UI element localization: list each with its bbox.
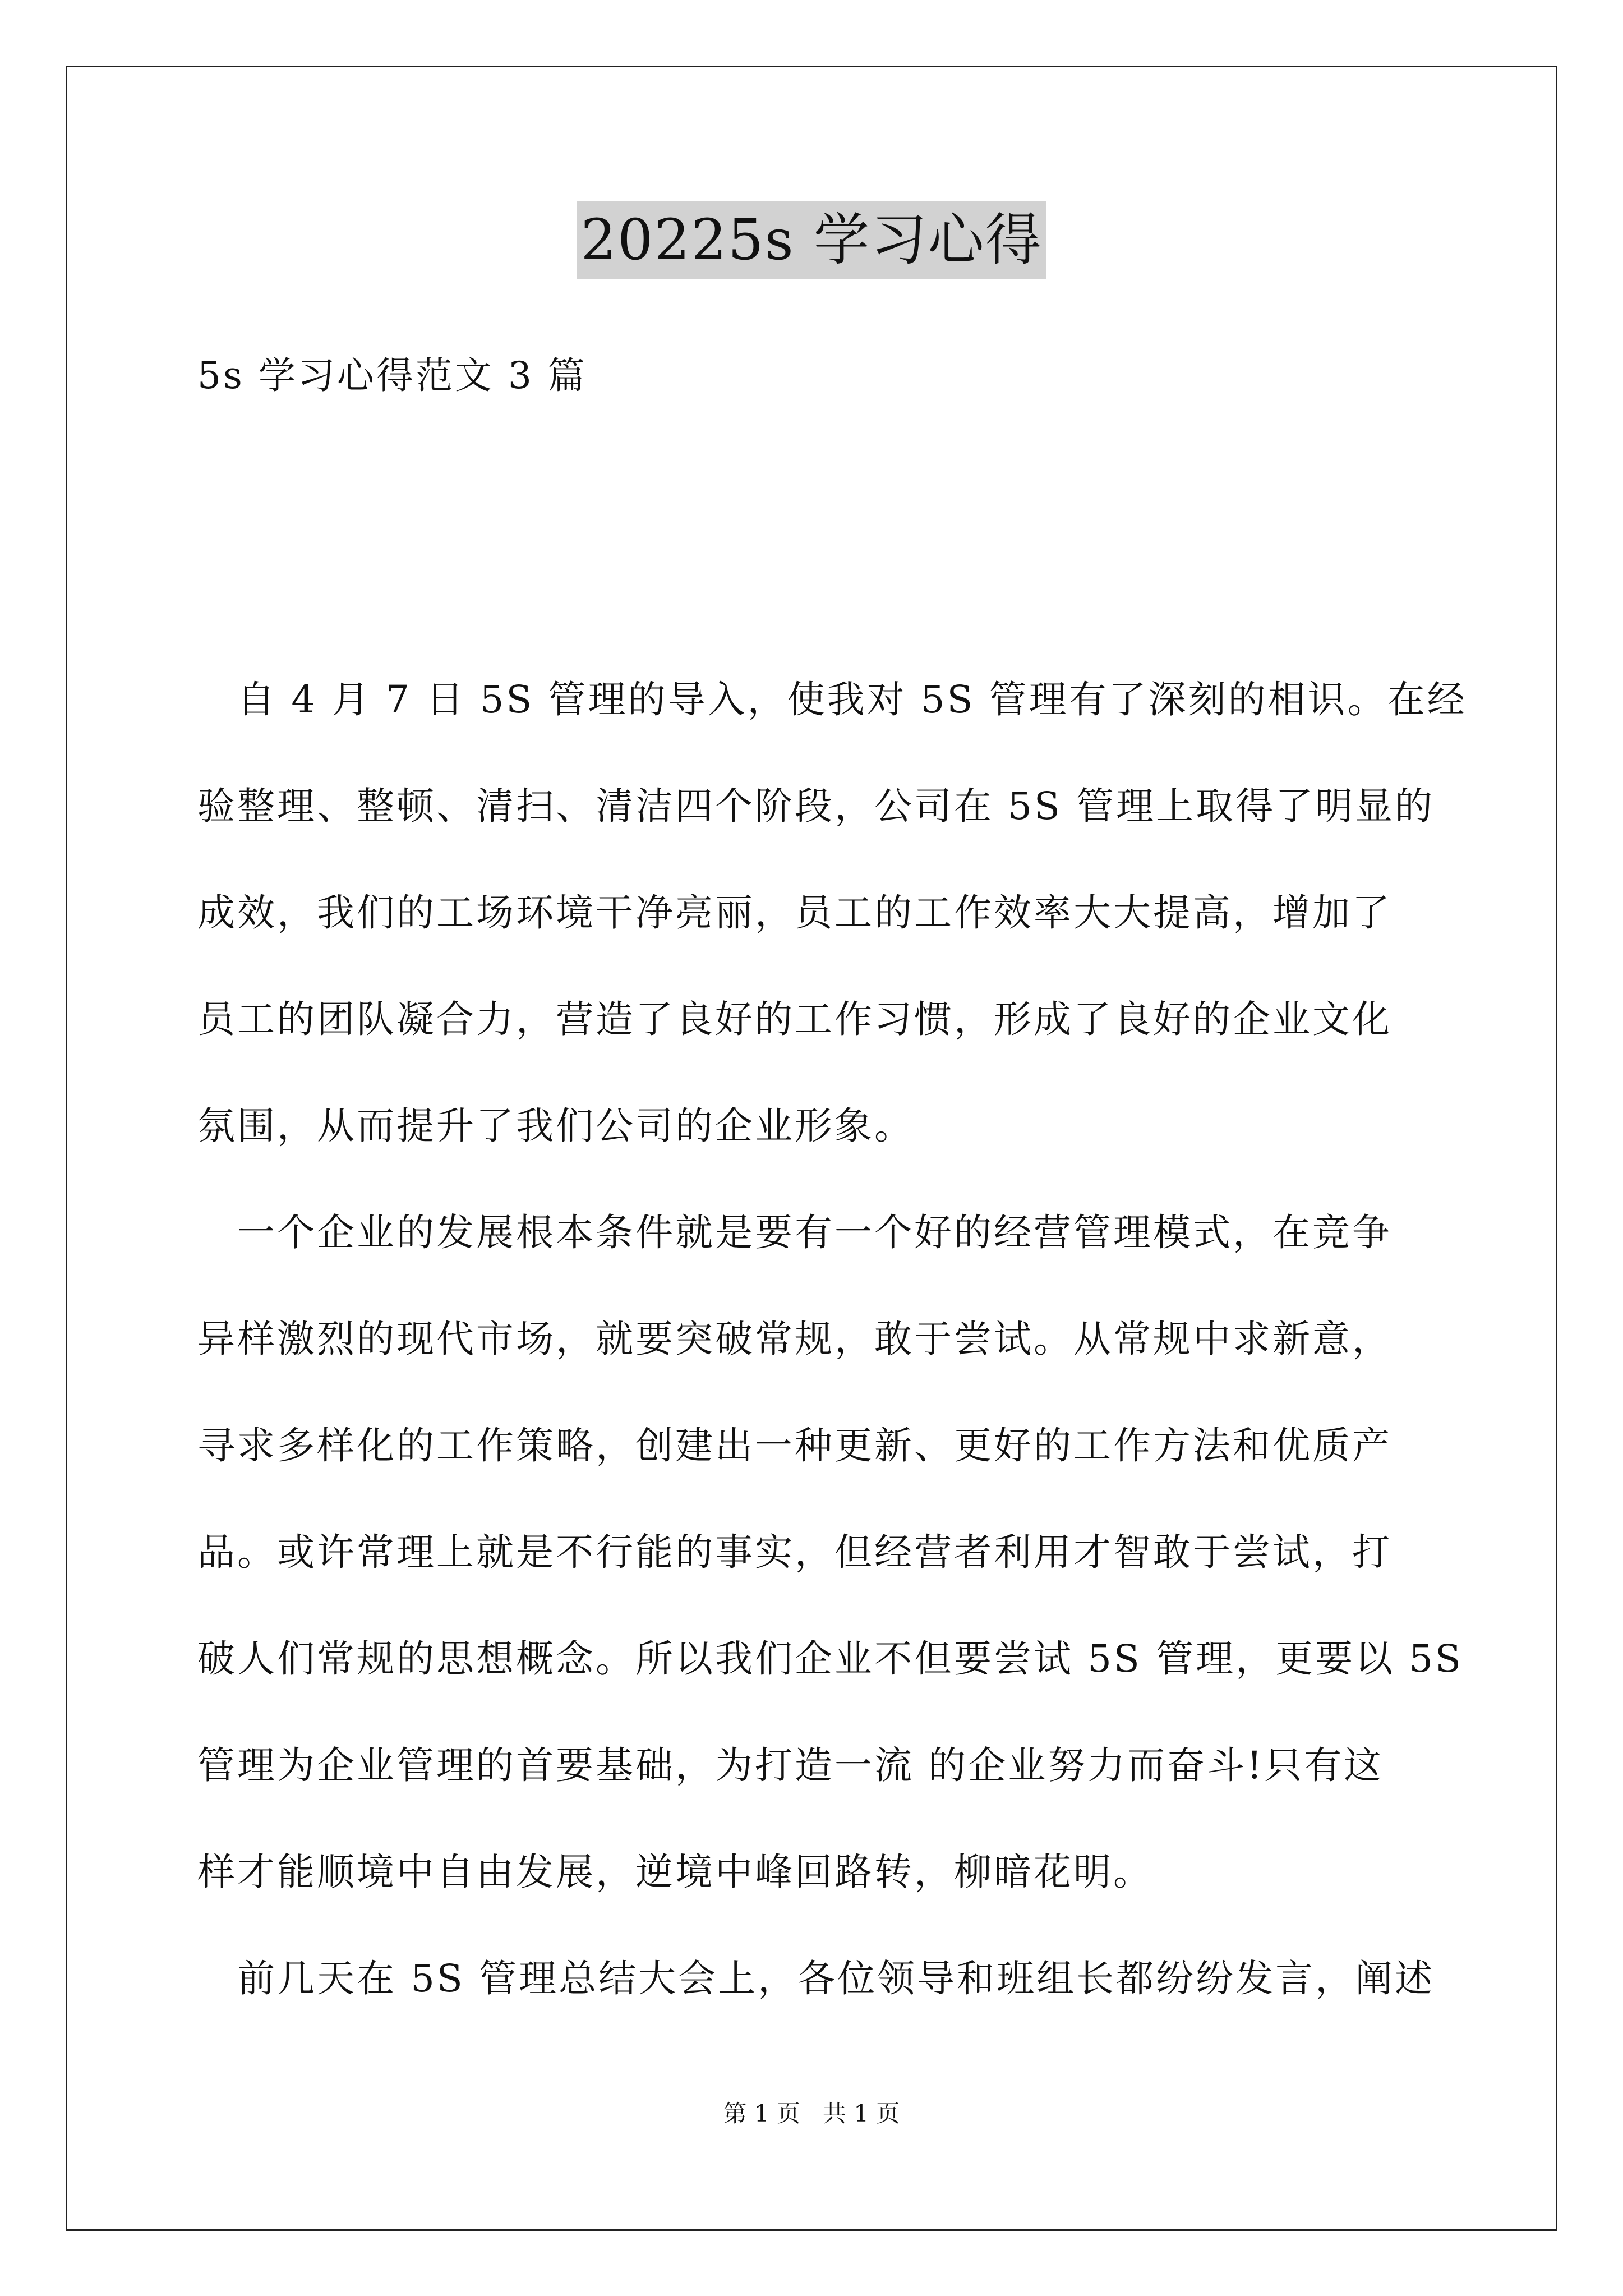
body-line: 一个企业的发展根本条件就是要有一个好的经营管理模式，在竞争 <box>197 1211 1392 1254</box>
body-line: 品。或许常理上就是不行能的事实，但经营者利用才智敢于尝试，打 <box>197 1530 1392 1574</box>
body-line: 破人们常规的思想概念。所以我们企业不但要尝试 5S 管理，更要以 5S <box>197 1637 1463 1681</box>
document-subtitle: 5s 学习心得范文 3 篇 <box>197 354 587 397</box>
document-title: 20225s 学习心得 <box>577 201 1045 279</box>
body-line: 异样激烈的现代市场，就要突破常规，敢于尝试。从常规中求新意， <box>197 1317 1392 1361</box>
body-line: 自 4 月 7 日 5S 管理的导入，使我对 5S 管理有了深刻的相识。在经 <box>197 678 1467 721</box>
body-line: 前几天在 5S 管理总结大会上，各位领导和班组长都纷纷发言，阐述 <box>197 1957 1435 2000</box>
body-line: 验整理、整顿、清扫、清洁四个阶段，公司在 5S 管理上取得了明显的 <box>197 784 1435 828</box>
body-line: 氛围，从而提升了我们公司的企业形象。 <box>197 1104 914 1148</box>
page-number: 第 1 页 <box>723 2100 800 2127</box>
body-line: 管理为企业管理的首要基础，为打造一流 的企业努力而奋斗!只有这 <box>197 1743 1384 1787</box>
document-body <box>197 669 1467 2054</box>
page-total: 共 1 页 <box>823 2100 900 2127</box>
title-container <box>0 201 1623 279</box>
body-line: 寻求多样化的工作策略，创建出一种更新、更好的工作方法和优质产 <box>197 1424 1392 1467</box>
page-footer <box>0 2097 1623 2131</box>
body-line: 成效，我们的工场环境干净亮丽，员工的工作效率大大提高，增加了 <box>197 891 1392 935</box>
body-line: 样才能顺境中自由发展，逆境中峰回路转，柳暗花明。 <box>197 1850 1153 1894</box>
body-line: 员工的团队凝合力，营造了良好的工作习惯，形成了良好的企业文化 <box>197 997 1392 1041</box>
